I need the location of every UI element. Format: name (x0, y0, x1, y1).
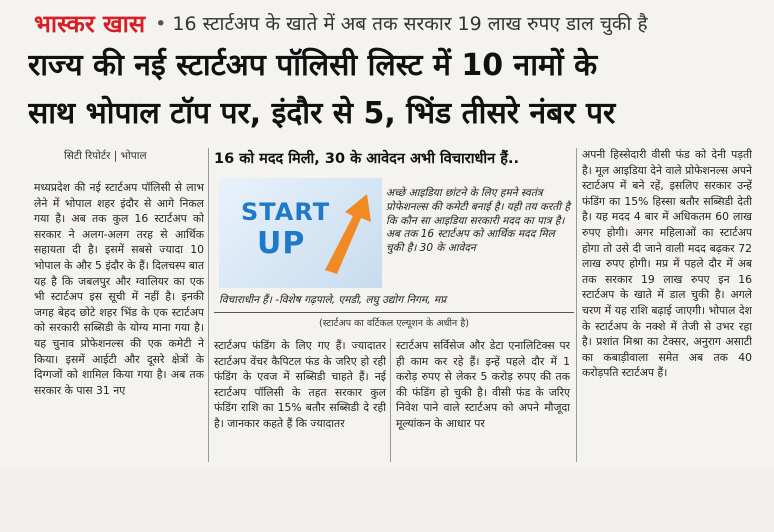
rising-arrow-icon (315, 190, 379, 274)
headline (28, 42, 754, 138)
pull-quote: अच्छे आइडिया छांटने के लिए हमने स्वतंत्र प्रोफेशनल्स की कमेटी बनाई है। यही तय करती है कि कौन सा आइडिया सरकारी मदद का पात्र है। अब तक 16 स्टार्टअप को आर्थिक मदद मिल चुकी है। 30 के आवेदन (386, 187, 570, 255)
column-divider (576, 148, 577, 462)
kicker (34, 4, 746, 42)
brand-label: भास्कर खास (34, 9, 146, 38)
startup-photo (219, 178, 382, 288)
column-divider (390, 338, 391, 462)
photo-word-start: START (241, 198, 331, 226)
divider-rule (214, 312, 574, 313)
page-bottom-margin (0, 470, 774, 532)
photo-word-up: UP (257, 226, 306, 261)
article-column-1: मध्यप्रदेश की नई स्टार्टअप पॉलिसी से लाभ लेने में भोपाल शहर इंदौर से आगे निकल गया है। अब तक कुल 16 स्टार्टअप को सरकार ने अलग-अलग तरह से आर्थिक सहायता दी है। इसमें सबसे ज्यादा 10 भोपाल के और 5 इंदौर के हैं। दिलचस्प बात यह है कि जबलपुर और ग्वालियर का एक भी स्टार्टअप इस सूची में नहीं है। इनकी जगह बेहद छोटे शहर भिंड के एक स्टार्टअप को सरकारी सब्सिडी के योग्य माना गया है। यह चुनाव प्रोफेशनल्स की एक कमेटी ने किया। इसमें आईटी और दूसरे क्षेत्रों के दिग्गजों को शामिल किया गया है। अब तक सरकार के पास 31 नए (34, 181, 204, 397)
column-divider (208, 148, 209, 462)
article-column-4: अपनी हिस्सेदारी वीसी फंड को देनी पड़ती है। मूल आइडिया देने वाले प्रोफेशनल्स अपने स्टार्टअप में बने रहें, इसलिए सरकार उन्हें फंडिंग का 15% हिस्सा बतौर सब्सिडी देती है। यह मदद 4 बार में अधिकतम 60 लाख रुपए होगी। अगर महिलाओं का स्टार्टअप होगा तो उसे दी जाने वाली मदद बढ़कर 72 लाख रुपए होगी। मप्र में पहले दौर में अब तक सरकार 19 लाख रुपए इन 16 स्टार्टअप के खाते में डाल चुकी है। अगले चरण में यह राशि बढ़ाई जाएगी। भोपाल देश के स्टार्टअप के नक्शे में तेजी से उभर रहा है। प्रशांत मिश्रा का टेक्सर, अनुराग असाटी का कबाड़ीवाला समेत अब तक 40 करोड़पति स्टार्टअप हैं। (582, 148, 752, 380)
pull-quote-attribution: विचाराधीन हैं। -विशेष गढ़पाले, एमडी, लघु उद्योग निगम, मप्र (219, 294, 447, 306)
headline-line-2: साथ भोपाल टॉप पर, इंदौर से 5, भिंड तीसरे नंबर पर (28, 96, 616, 131)
article-column-2: स्टार्टअप फंडिंग के लिए गए हैं। ज्यादातर स्टार्टअप वेंचर कैपिटल फंड के जरिए हो रही फंडिंग के एवज में सब्सिडी चाहते हैं। नई स्टार्टअप पॉलिसी के तहत सरकार कुल फंडिंग राशि का 15% बतौर सब्सिडी दे रही है। जानकार कहते हैं कि ज्यादातर (214, 339, 386, 430)
subheading: 16 को मदद मिली, 30 के आवेदन अभी विचाराधीन हैं.. (214, 151, 519, 167)
headline-line-1: राज्य की नई स्टार्टअप पॉलिसी लिस्ट में 10 नामों के (28, 48, 598, 83)
byline: सिटी रिपोर्टर | भोपाल (64, 150, 147, 162)
article-column-3: स्टार्टअप सर्विसेज और डेटा एनालिटिक्स पर ही काम कर रहे हैं। इन्हें पहले दौर में 1 करोड़ रुपए से लेकर 5 करोड़ रुपए की तक की फंडिंग हो चुकी है। वीसी फंड के जरिए निवेश पाने वाले स्टार्टअप को अपने मौजूदा मूल्यांकन के आधार पर (396, 339, 570, 430)
note: (स्टार्टअप का वर्टिकल एल्यूशन के अधीन है) (319, 318, 469, 329)
kicker-text: • 16 स्टार्टअप के खाते में अब तक सरकार 19 लाख रुपए डाल चुकी है (155, 10, 647, 36)
